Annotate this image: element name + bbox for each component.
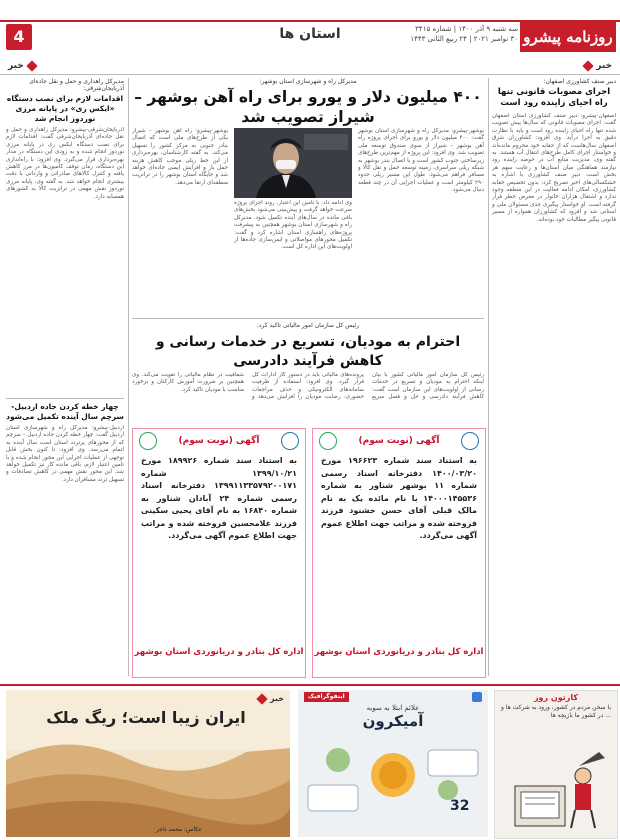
- article-body-col-2: وی ادامه داد: با تامین این اعتبار، روند اجرای پروژه سرعت خواهد گرفت و پیش‌بینی می‌شود بخش‌های باقی مانده در سال‌های آینده تکمیل شود. مدیرکل راه و شهرسازی استان بوشهر همچنین به پیشرفت پروژه‌های راهسازی استان اشاره کرد و گفت: تکمیل محورهای مواصلاتی و ایمن‌سازی جاده‌ها از اولویت‌های این اداره کل است.: [234, 200, 352, 251]
- divider: [6, 398, 124, 399]
- poster-title: آمیکرون: [362, 712, 424, 730]
- official-photo: [234, 128, 352, 198]
- divider: [132, 318, 484, 319]
- cartoon-title: کارتون روز: [533, 693, 579, 702]
- ad-title: آگهی (نوبت سوم): [358, 436, 440, 446]
- ad-emblem-icon: [281, 432, 299, 450]
- omicron-infographic: [298, 690, 488, 837]
- poster-number: 32: [450, 798, 470, 814]
- tag-news-right: [584, 58, 612, 74]
- tag-news-left: [8, 58, 36, 74]
- tag-label: خبر: [8, 61, 24, 71]
- column-divider: [128, 78, 129, 676]
- brand-icon: [472, 692, 482, 702]
- article-headline: اجرای مصوبات قانونی تنها راه احیای زاینده رود است: [497, 87, 611, 108]
- ad-emblem-icon: [319, 432, 337, 450]
- cartoon-caption: با سخن مردم در کشور، ورود به شرکت ها و ... در کشور ما بازیچه ها: [501, 704, 611, 719]
- section-title: استان ها: [279, 26, 341, 42]
- article-tax: [132, 322, 484, 371]
- article-kicker: مدیرکل راهداری و حمل و نقل جاده‌ای آذربایجان‌شرقی:: [29, 78, 124, 92]
- article-bushehr-rail: [132, 78, 484, 127]
- ad-body: به استناد سند شماره ۱۸۹۹۲۶ مورخ ۱۳۹۹/۱۰/۲۱ شماره ۱۳۹۹۱۱۳۳۵۷۹۲۰۰۱۷۱ دفترخانه اسناد رسمی شماره ۲۴ آبادان شناور به شماره ۱۶۸۴۰ به نام آقای یحیی سکینی فرزند غلامحسین فروخته شده و مراتب جهت اطلاع عموم آگهی می‌گردد.: [141, 456, 298, 540]
- tag-label: خبر: [596, 61, 612, 71]
- chevron-icon: [256, 693, 267, 704]
- chevron-icon: [583, 60, 594, 71]
- photo-header: [258, 694, 284, 703]
- photo-title: ایران زیبا است؛ ریگ ملک: [46, 708, 246, 727]
- ad-footer: اداره کل بنادر و دریانوردی استان بوشهر: [134, 647, 304, 657]
- issue-date: [400, 24, 518, 44]
- article-kicker: دبیر صنف کشاورزی اصفهان:: [543, 78, 616, 85]
- article-isfahan: [492, 78, 616, 676]
- newspaper-logo: روزنامه پیشرو: [520, 22, 616, 52]
- article-body: اصفهان-پیشرو: دبیر صنف کشاورزی استان اصفهان گفت: اجرای مصوبات قانونی که سال‌ها پیش تصویب شده تنها راه احیای زاینده رود است و باید با نظارت دقیق به اجرا درآید. وی افزود: کشاورزان شرق اصفهان سال‌هاست که از حقابه خود محروم مانده‌اند و خواستار اجرای کامل طرح‌های انتقال آب هستند. به گفته وی، مدیریت منابع آب در حوضه زاینده رود نیازمند هماهنگی میان استان‌ها و رعایت سهم هر بخش است. دبیر صنف کشاورزی با اشاره به خشکسالی‌های اخیر تصریح کرد: بدون تخصیص حقابه کشاورزی، امکان ادامه فعالیت در این منطقه وجود ندارد و اشتغال هزاران خانوار در معرض خطر قرار گرفته است. او خواستار پیگیری جدی مسئولان ملی و استانی شد و افزود که کشاورزان همواره از مسیر قانونی پیگیر مطالبات خود بوده‌اند.: [492, 113, 616, 223]
- virus-illustration-icon: [298, 730, 488, 820]
- article-body-col-3: بوشهر-پیشرو: راه آهن بوشهر – شیراز یکی از طرح‌های ملی است که اتصال بنادر جنوبی به مرکز کشور را تسهیل می‌کند. به گفته کارشناسان، بهره‌برداری از این خط ریلی موجب کاهش هزینه حمل بار و افزایش ایمنی جاده‌ای خواهد شد و جایگاه استان بوشهر را در ترانزیت منطقه‌ای ارتقا می‌دهد.: [132, 128, 228, 186]
- poster-subtitle: علائم ابتلا به سویه: [366, 704, 420, 712]
- ad-title: آگهی (نوبت سوم): [178, 436, 260, 446]
- ad-footer: اداره کل بنادر و دریانوردی استان بوشهر: [314, 647, 484, 657]
- ad-emblem-icon: [461, 432, 479, 450]
- legal-ad-1: [312, 428, 486, 678]
- article-nordooz: [6, 78, 124, 352]
- divider: [0, 684, 620, 686]
- date-line-1: سه شنبه ۹ آذر ۱۴۰۰ | شماره ۳۴۱۵: [415, 25, 518, 33]
- photo-credit: عکاس: محمد تاجر: [156, 826, 203, 833]
- cartoon-panel: [494, 690, 618, 839]
- article-headline: اقدامات لازم برای نصب دستگاه «ایکس ری» در پایانه مرزی نوردوز انجام شد: [6, 94, 124, 123]
- article-ardabil-road: [6, 402, 124, 665]
- article-headline: احترام به مودیان، تسریع در خدمات رسانی و کاهش فرآیند دادرسی: [155, 334, 461, 369]
- photo-of-the-day: [6, 690, 290, 837]
- article-body: رئیس کل سازمان امور مالیاتی کشور با بیان اینکه احترام به مودیان و تسریع در خدمات رسانی از اولویت‌های این سازمان است گفت: کاهش فرآیند دادرسی و حل و فصل سریع پرونده‌های مالیاتی باید در دستور کار ادارات کل قرار گیرد. وی افزود: استفاده از ظرفیت سامانه‌های الکترونیکی و حذف مراجعات حضوری، رضایت مودیان را افزایش می‌دهد و شفافیت در نظام مالیاتی را تقویت می‌کند. وی همچنین بر ضرورت آموزش کارکنان و برخورد مناسب با مودیان تاکید کرد.: [132, 372, 484, 401]
- article-body: آذربایجان‌شرقی-پیشرو: مدیرکل راهداری و حمل و نقل جاده‌ای آذربایجان‌شرقی گفت: اقدامات لازم برای نصب دستگاه ایکس ری در پایانه مرزی نوردوز انجام شده و به زودی این دستگاه در مدار بهره‌برداری قرار می‌گیرد. وی افزود: با راه‌اندازی این دستگاه، زمان توقف کامیون‌ها در مرز کاهش یافته و کنترل کالاهای صادراتی و وارداتی با دقت بیشتری انجام خواهد شد. به گفته وی، پایانه مرزی نوردوز نقش مهمی در ترانزیت کالا به کشورهای همسایه دارد.: [6, 127, 124, 200]
- legal-ad-2: [132, 428, 306, 678]
- article-kicker: رئیس کل سازمان امور مالیاتی تاکید کرد:: [256, 322, 360, 329]
- article-headline: چهار خطه کردن جاده اردبیل-سرچم سال آینده تکمیل می‌شود: [6, 402, 124, 421]
- ad-emblem-icon: [139, 432, 157, 450]
- chevron-icon: [26, 60, 37, 71]
- ad-body: به استناد سند شماره ۱۹۶۶۲۳ مورخ ۱۴۰۰/۰۳/۲۰ دفترخانه اسناد رسمی شماره ۱۱ بوشهر شناور به شماره ۱۴۰۰۰۱۴۵۵۳۶ با نام مائده یک به نام مالک قبلی آقای حسن خشنود فرزند فروخته شده و مراتب جهت اطلاع عموم آگهی می‌گردد.: [321, 456, 478, 540]
- date-line-2: ۳۰ نوامبر ۲۰۲۱ | ۲۴ ربیع الثانی ۱۴۴۳: [410, 35, 518, 43]
- article-body: اردبیل-پیشرو: مدیرکل راه و شهرسازی استان اردبیل گفت: چهار خطه کردن جاده اردبیل – سرچم که از محورهای پرتردد استان است سال آینده به اتمام می‌رسد. وی افزود: تا کنون بخش قابل توجهی از عملیات اجرایی این محور انجام شده و با تامین اعتبار لازم، باقی مانده کار نیز تکمیل خواهد شد. این محور نقش مهمی در کاهش تصادفات و تسهیل تردد مسافران دارد.: [6, 425, 124, 483]
- column-divider: [488, 78, 489, 676]
- article-kicker: مدیرکل راه و شهرسازی استان بوشهر:: [259, 78, 357, 85]
- article-headline: ۴۰۰ میلیون دلار و یورو برای راه آهن بوشهر – شیراز تصویب شد: [134, 88, 482, 126]
- person-photo-icon: [234, 128, 352, 198]
- divider: [0, 74, 620, 75]
- page-number: 4: [6, 24, 32, 50]
- tag-label: خبر: [269, 694, 284, 703]
- infographic-badge: اینفوگرافیک: [304, 692, 349, 702]
- cartoon-drawing-icon: [495, 736, 617, 836]
- article-body-col-1: بوشهر-پیشرو: مدیرکل راه و شهرسازی استان بوشهر گفت: ۴۰۰ میلیون دلار و یورو برای اجرای پروژه راه آهن بوشهر – شیراز از سوی صندوق توسعه ملی تصویب شد. وی افزود: این پروژه از مهم‌ترین طرح‌های زیرساختی جنوب کشور است و با اتصال بندر بوشهر به شبکه ریلی سراسری، زمینه توسعه حمل و نقل کالا و مسافر فراهم می‌شود. طول این مسیر ریلی حدود ۲۹۰ کیلومتر است و عملیات اجرایی آن در چند قطعه دنبال می‌شود.: [358, 128, 484, 194]
